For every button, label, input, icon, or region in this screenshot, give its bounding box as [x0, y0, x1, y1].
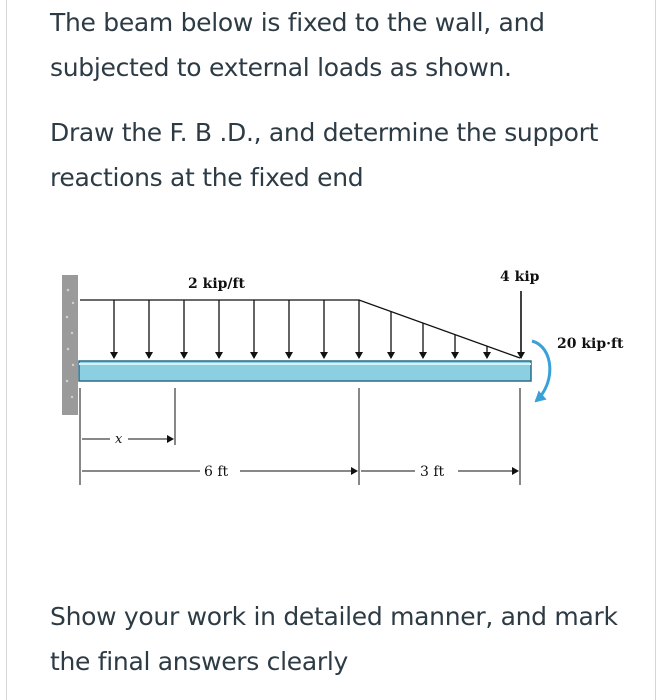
closing-line-2: the final answers clearly — [50, 647, 348, 676]
point-load-label: 4 kip — [500, 269, 540, 285]
dimension-lines — [80, 388, 520, 485]
fixed-wall — [62, 275, 78, 415]
intro-line-2: subjected to external loads as shown. — [50, 53, 512, 82]
moment-label: 20 kip·ft — [557, 336, 624, 352]
closing-paragraph — [50, 594, 650, 684]
intro-line-1: The beam below is fixed to the wall, and — [50, 8, 545, 37]
intro-paragraph — [50, 0, 650, 90]
task-paragraph — [50, 110, 650, 200]
span1-label: 6 ft — [204, 464, 229, 480]
x-label: x — [115, 432, 123, 447]
distributed-load-arrows — [114, 300, 487, 358]
closing-line-1: Show your work in detailed manner, and mark — [50, 602, 618, 631]
distributed-load-label: 2 kip/ft — [188, 276, 246, 292]
beam-diagram — [60, 255, 640, 505]
moment-arrow — [532, 341, 550, 401]
task-line-2: reactions at the fixed end — [50, 163, 364, 192]
span2-label: 3 ft — [420, 464, 445, 480]
task-line-1: Draw the F. B .D., and determine the support — [50, 118, 599, 147]
distributed-load-outline — [80, 300, 520, 358]
